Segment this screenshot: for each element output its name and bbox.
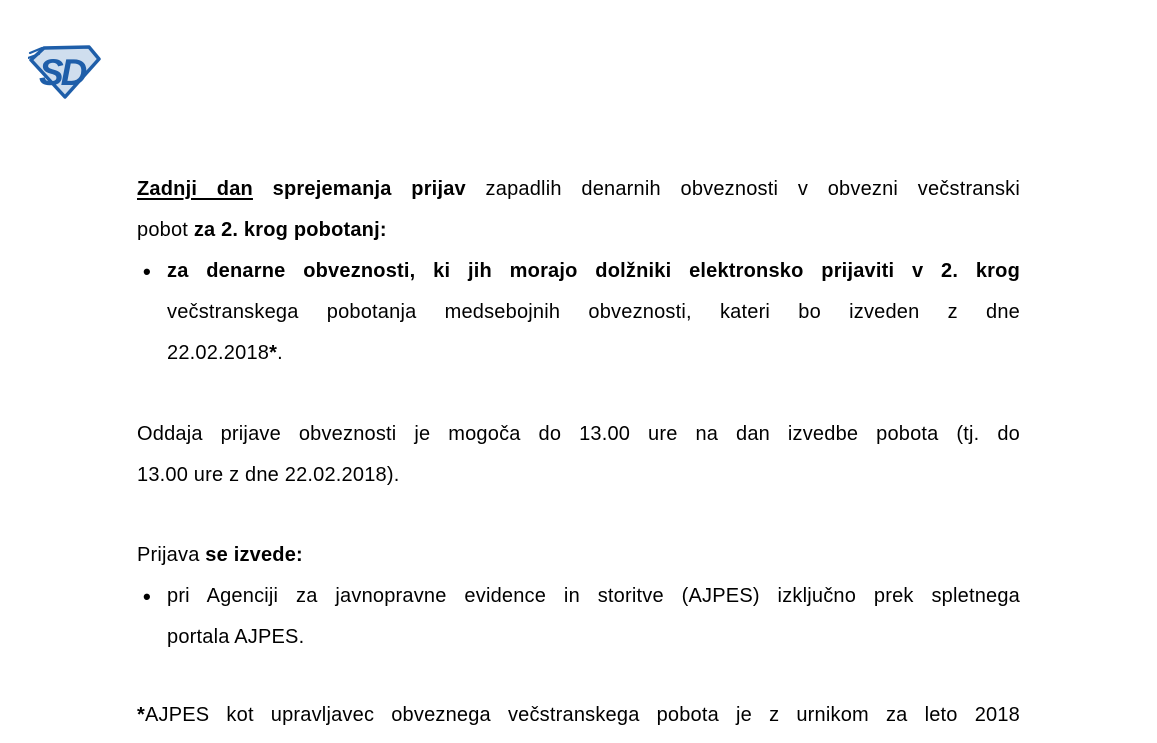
- bullet-item-ajpes: [137, 576, 1020, 658]
- paragraph-prijava-se-izvede: [137, 535, 1020, 576]
- footnote-asterisk: *: [137, 704, 145, 726]
- text-segment: 13.00 ure z dne 22.02.2018).: [137, 464, 400, 486]
- text-segment: .: [277, 342, 283, 364]
- text-line: [137, 169, 1020, 210]
- text-segment: pobot: [137, 219, 194, 241]
- sd-logo-letters: SD: [39, 52, 85, 93]
- text-segment: portala AJPES.: [167, 626, 305, 648]
- footnote-asterisk: *: [269, 342, 278, 364]
- text-segment: za denarne obveznosti, ki jih morajo dolžniki elektronsko prijaviti v 2. krog: [167, 260, 1020, 282]
- text-line: [167, 617, 1020, 658]
- text-line: [167, 292, 1020, 333]
- text-segment: se izvede:: [205, 544, 303, 566]
- text-segment: Oddaja prijave obveznosti je mogoča do 13.00 ure na dan izvedbe pobota (tj. do: [137, 423, 1020, 445]
- document-body: [137, 169, 1020, 736]
- text-segment: pri Agenciji za javnopravne evidence in storitve (AJPES) izključno prek spletnega: [167, 585, 1020, 607]
- text-line: [167, 251, 1020, 292]
- text-line: [137, 455, 1020, 496]
- paragraph-footnote-ajpes: [137, 695, 1020, 736]
- text-segment: 22.02.2018: [167, 342, 270, 364]
- text-line: [137, 210, 1020, 251]
- text-segment: Prijava: [137, 544, 206, 566]
- text-segment: zapadlih denarnih obveznosti v obvezni večstranski: [465, 178, 1020, 200]
- bullet-marker: •: [143, 584, 151, 609]
- text-segment: AJPES kot upravljavec obveznega večstranskega pobota je z urnikom za leto 2018: [144, 704, 1020, 726]
- text-line: [137, 535, 1020, 576]
- text-line: [167, 576, 1020, 617]
- text-segment: Zadnji dan: [137, 178, 253, 200]
- text-segment: za 2. krog pobotanj:: [193, 219, 387, 241]
- text-segment: sprejemanja prijav: [252, 178, 466, 200]
- bullet-marker: •: [143, 259, 151, 284]
- paragraph-oddaja-prijave: [137, 414, 1020, 496]
- sd-logo: [28, 43, 102, 100]
- text-line: [137, 414, 1020, 455]
- bullet-item-denarne-obveznosti: [137, 251, 1020, 374]
- text-segment: večstranskega pobotanja medsebojnih obveznosti, kateri bo izveden z dne: [167, 301, 1020, 323]
- text-line: [137, 695, 1020, 736]
- paragraph-zadnji-dan: [137, 169, 1020, 251]
- text-line: [167, 333, 1020, 374]
